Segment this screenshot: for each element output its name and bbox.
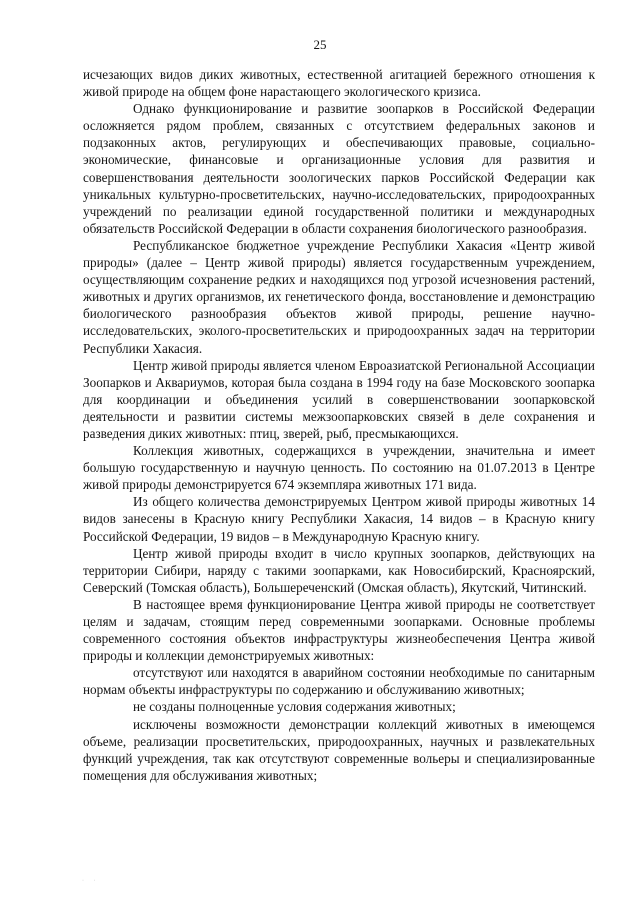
paragraph: исчезающих видов диких животных, естественной агитацией бережного отношения к живой природе на общем фоне нарастающего экологического кризиса. (83, 67, 595, 100)
page-number: 25 (313, 37, 327, 52)
document-body (83, 66, 595, 784)
paragraph: исключены возможности демонстрации коллекций животных в имеющемся объеме, реализации просветительских, природоохранных, научных и развлекательных функций учреждения, так как отсутствуют современные вольеры и специализированные помещения для обслуживания животных; (83, 716, 595, 783)
paragraph: В настоящее время функционирование Центра живой природы не соответствует целям и задачам, стоящим перед современными зоопарками. Основные проблемы современного состояния объектов инфраструктуры жизнеобеспечения Центра живой природы и коллекции демонстрируемых животных: (83, 596, 595, 664)
paragraph: Центр живой природы входит в число крупных зоопарков, действующих на территории Сибири, наряду с такими зоопарками, как Новосибирский, Красноярский, Северский (Томская область), Большереченский (Омская область), Якутский, Читинский. (83, 545, 595, 595)
paragraph: отсутствуют или находятся в аварийном состоянии необходимые по санитарным нормам объекты инфраструктуры по содержанию и обслуживанию животных; (83, 665, 595, 698)
paragraph: Из общего количества демонстрируемых Центром живой природы животных 14 видов занесены в Красную книгу Республики Хакасия, 14 видов – в Красную книгу Российской Федерации, 19 видов – в Международную Красную книгу. (83, 494, 595, 544)
paragraph: Республиканское бюджетное учреждение Республики Хакасия «Центр живой природы» (далее – Центр живой природы) является государственным учреждением, осуществляющим сохранение редких и находящихся под угрозой исчезновения растений, животных и других организмов, их генетического фонда, восстановление и демонстрацию биологического разнообразия объектов живой природы, решение научно-исследовательских, эколого-просветительских и природоохранных задач на территории Республики Хакасия. (83, 237, 595, 356)
scan-specks: · · (82, 878, 100, 884)
paragraph: не созданы полноценные условия содержания животных; (133, 699, 456, 715)
paragraph: Коллекция животных, содержащихся в учреждении, значительна и имеет большую государственную и научную ценность. По состоянию на 01.07.2013 в Центре живой природы демонстрируется 674 экземпляра животных 171 вида. (83, 443, 595, 493)
paragraph: Однако функционирование и развитие зоопарков в Российской Федерации осложняется рядом проблем, связанных с отсутствием федеральных законов и подзаконных актов, регулирующих и обеспечивающих правовые, социально-экономические, финансовые и организационные условия для развития и совершенствования деятельности зоологических парков Российской Федерации как уникальных культурно-просветительских, научно-исследовательских, природоохранных учреждений по реализации единой государственной политики и международных обязательств Российской Федерации в области сохранения биологического разнообразия. (83, 101, 595, 236)
paragraph: Центр живой природы является членом Евроазиатской Региональной Ассоциации Зоопарков и Аквариумов, которая была создана в 1994 году на базе Московского зоопарка для координации и объединения усилий в совершенствовании зоопарковской деятельности и развитии системы межзоопарковских связей в деле сохранения и разведения диких животных: птиц, зверей, рыб, пресмыкающихся. (83, 357, 595, 441)
